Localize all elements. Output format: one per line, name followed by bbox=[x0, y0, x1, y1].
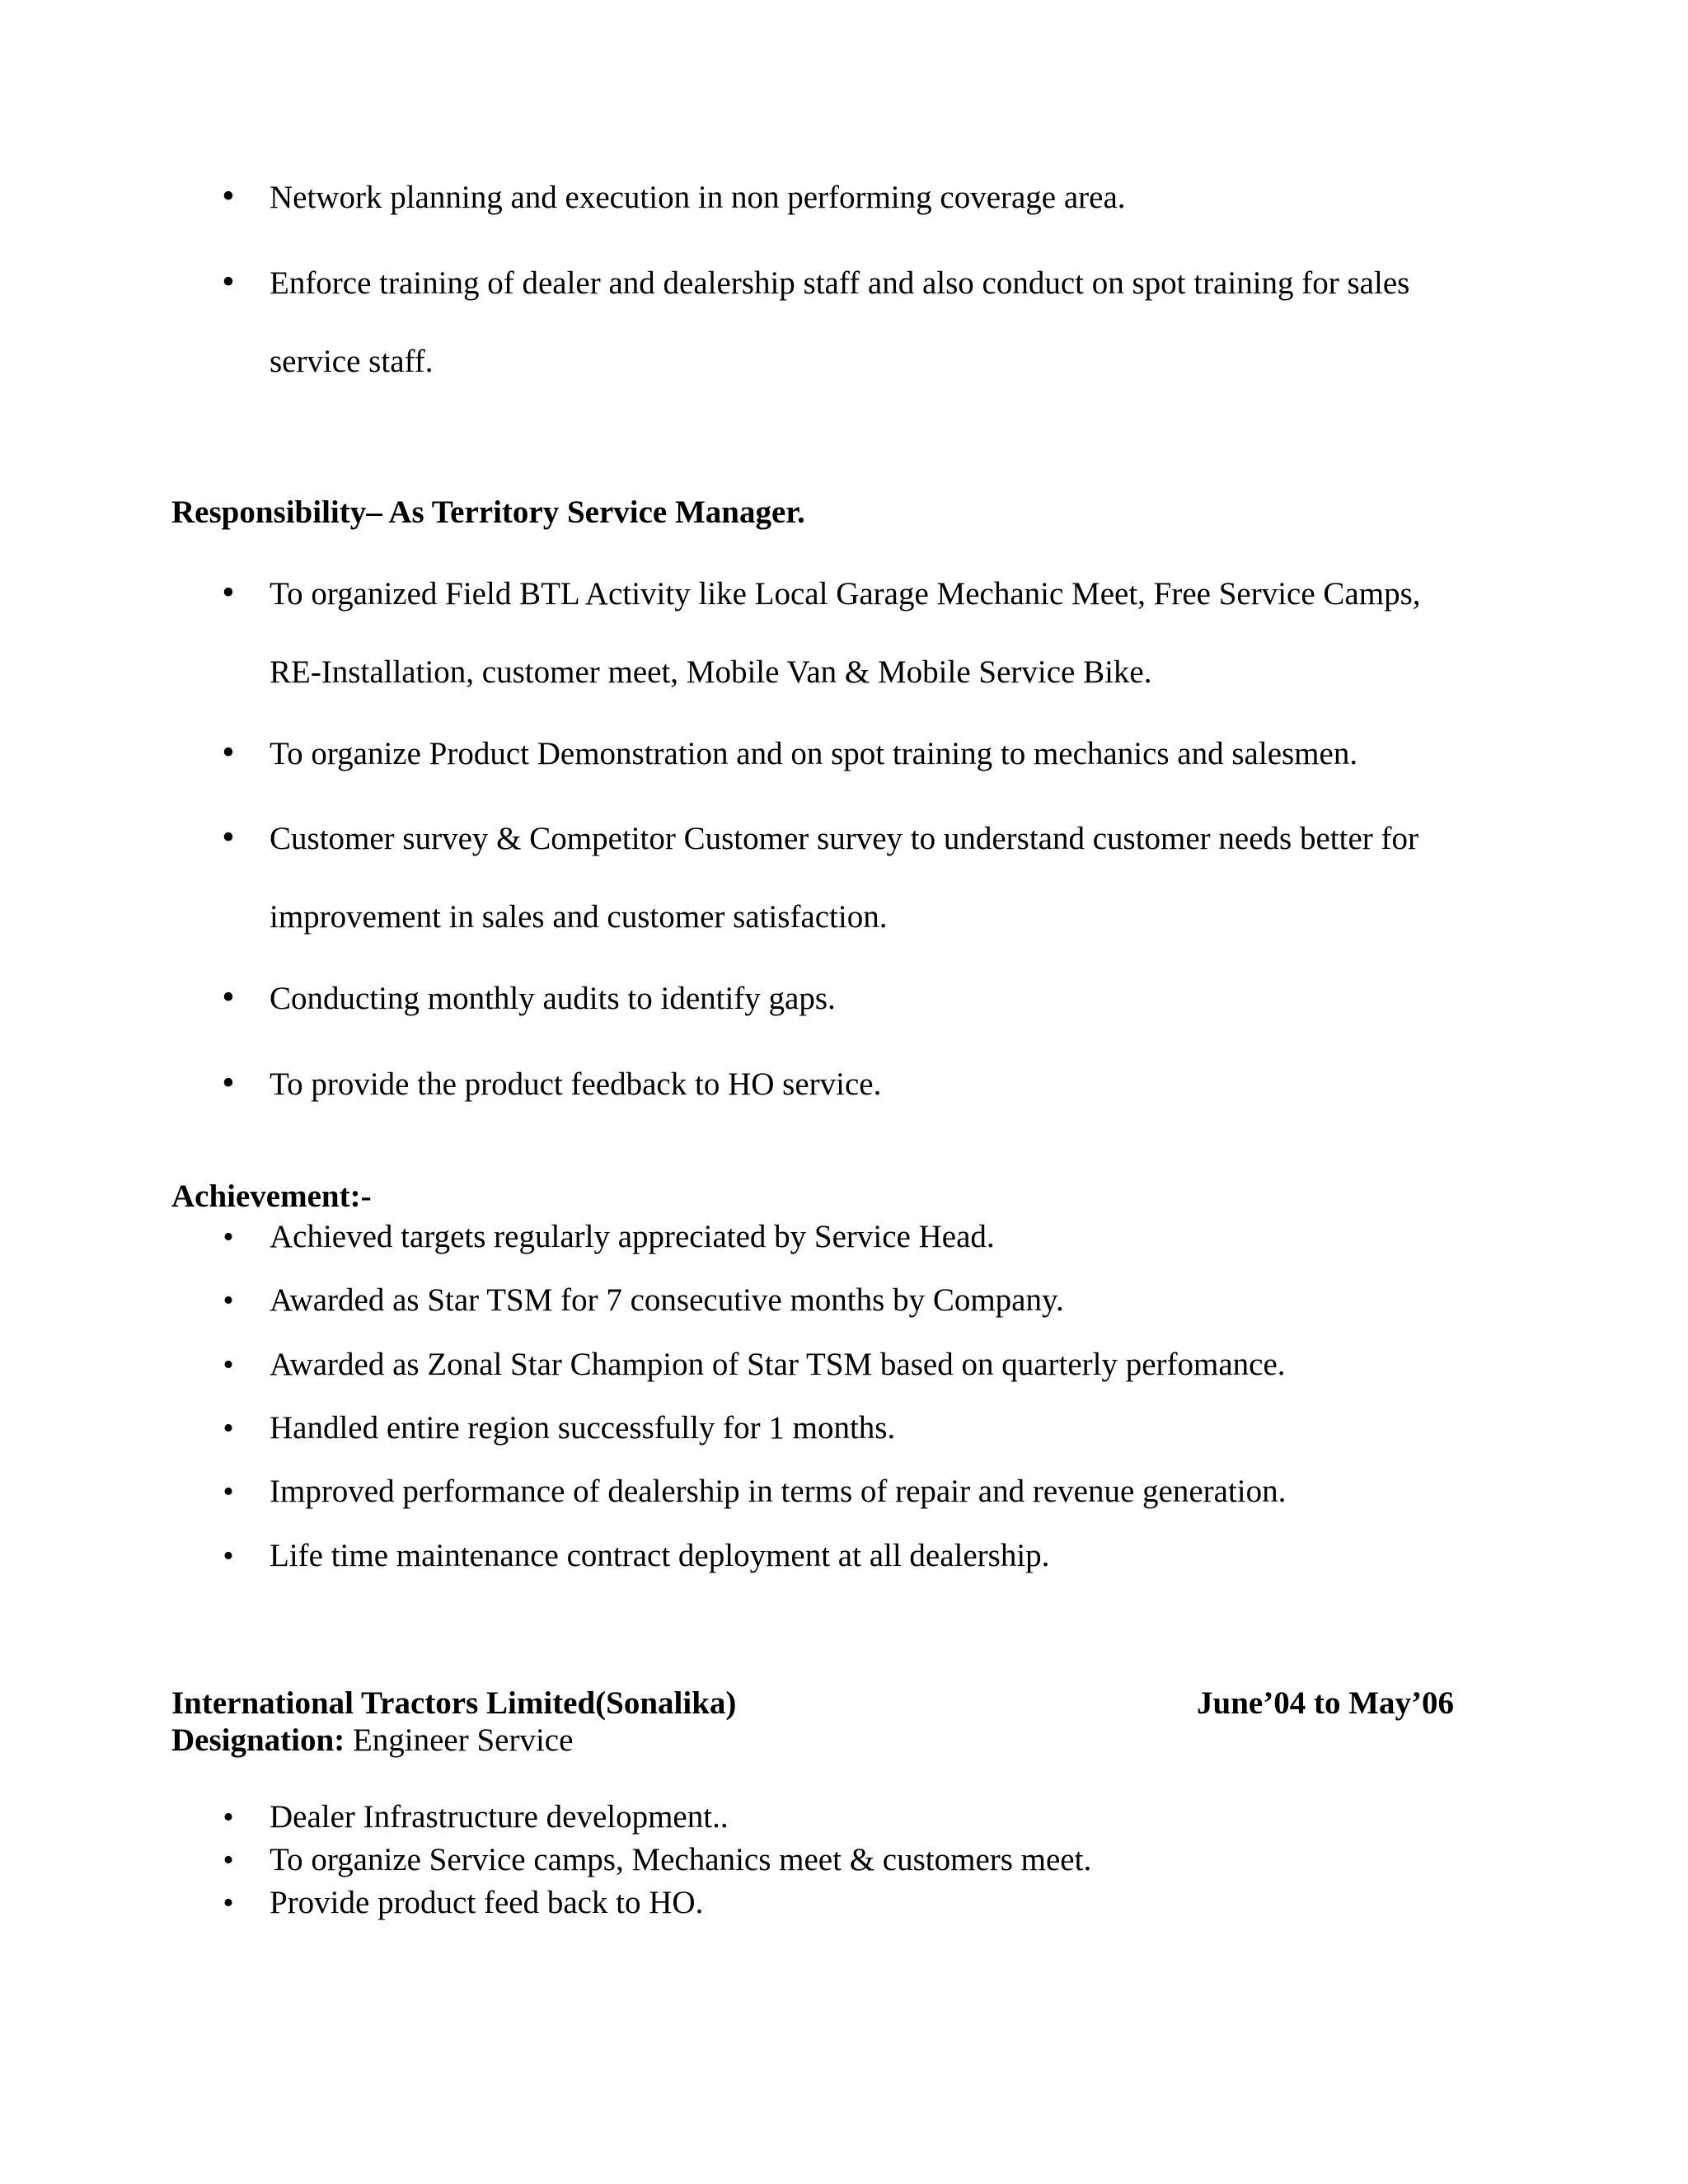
bullet-icon: • bbox=[223, 1283, 234, 1318]
list-item-continuation: service staff. bbox=[270, 344, 434, 379]
list-item-continuation: RE-Installation, customer meet, Mobile Van & Mobile Service Bike. bbox=[270, 654, 1152, 690]
bullet-icon: • bbox=[222, 732, 235, 772]
list-item: To organize Service camps, Mechanics meet & customers meet. bbox=[270, 1842, 1092, 1877]
list-item: Awarded as Star TSM for 7 consecutive months by Company. bbox=[270, 1282, 1064, 1318]
list-item: To organize Product Demonstration and on spot training to mechanics and salesmen. bbox=[270, 736, 1358, 771]
bullet-icon: • bbox=[222, 261, 235, 302]
list-item: To provide the product feedback to HO service. bbox=[270, 1066, 882, 1102]
list-item: Life time maintenance contract deployment at all dealership. bbox=[270, 1538, 1050, 1573]
list-item: Customer survey & Competitor Customer survey to understand customer needs better for bbox=[270, 821, 1418, 856]
list-item: Awarded as Zonal Star Champion of Star TSM based on quarterly perfomance. bbox=[270, 1347, 1286, 1382]
list-item: Improved performance of dealership in terms of repair and revenue generation. bbox=[270, 1474, 1287, 1509]
designation bbox=[171, 1722, 573, 1759]
bullet-icon: • bbox=[223, 1886, 234, 1920]
list-item-continuation: improvement in sales and customer satisfaction. bbox=[270, 899, 888, 935]
company-name: International Tractors Limited(Sonalika) bbox=[171, 1685, 737, 1721]
bullet-icon: • bbox=[222, 572, 235, 612]
list-item: Achieved targets regularly appreciated by Service Head. bbox=[270, 1219, 995, 1254]
list-item: Network planning and execution in non performing coverage area. bbox=[270, 180, 1126, 215]
list-item: Provide product feed back to HO. bbox=[270, 1885, 704, 1920]
list-item: To organized Field BTL Activity like Local Garage Mechanic Meet, Free Service Camps, bbox=[270, 576, 1421, 612]
list-item: Dealer Infrastructure development.. bbox=[270, 1799, 729, 1835]
list-item: Conducting monthly audits to identify gaps. bbox=[270, 981, 836, 1016]
designation-label: Designation: bbox=[171, 1722, 345, 1758]
bullet-icon: • bbox=[222, 977, 235, 1017]
bullet-icon: • bbox=[223, 1411, 234, 1446]
section-heading-responsibility: Responsibility– As Territory Service Manager. bbox=[171, 494, 805, 530]
bullet-icon: • bbox=[223, 1539, 234, 1573]
bullet-icon: • bbox=[223, 1800, 234, 1835]
section-heading-achievement: Achievement:- bbox=[171, 1179, 372, 1214]
bullet-icon: • bbox=[222, 817, 235, 857]
bullet-icon: • bbox=[223, 1220, 234, 1254]
bullet-icon: • bbox=[223, 1347, 234, 1382]
bullet-icon: • bbox=[222, 1062, 235, 1103]
bullet-icon: • bbox=[223, 1843, 234, 1877]
bullet-icon: • bbox=[222, 176, 235, 216]
bullet-icon: • bbox=[223, 1474, 234, 1509]
employment-period: June’04 to May’06 bbox=[1197, 1685, 1454, 1721]
list-item: Handled entire region successfully for 1 months. bbox=[270, 1410, 896, 1446]
designation-value: Engineer Service bbox=[345, 1722, 574, 1758]
list-item: Enforce training of dealer and dealership staff and also conduct on spot training for sales bbox=[270, 265, 1410, 301]
